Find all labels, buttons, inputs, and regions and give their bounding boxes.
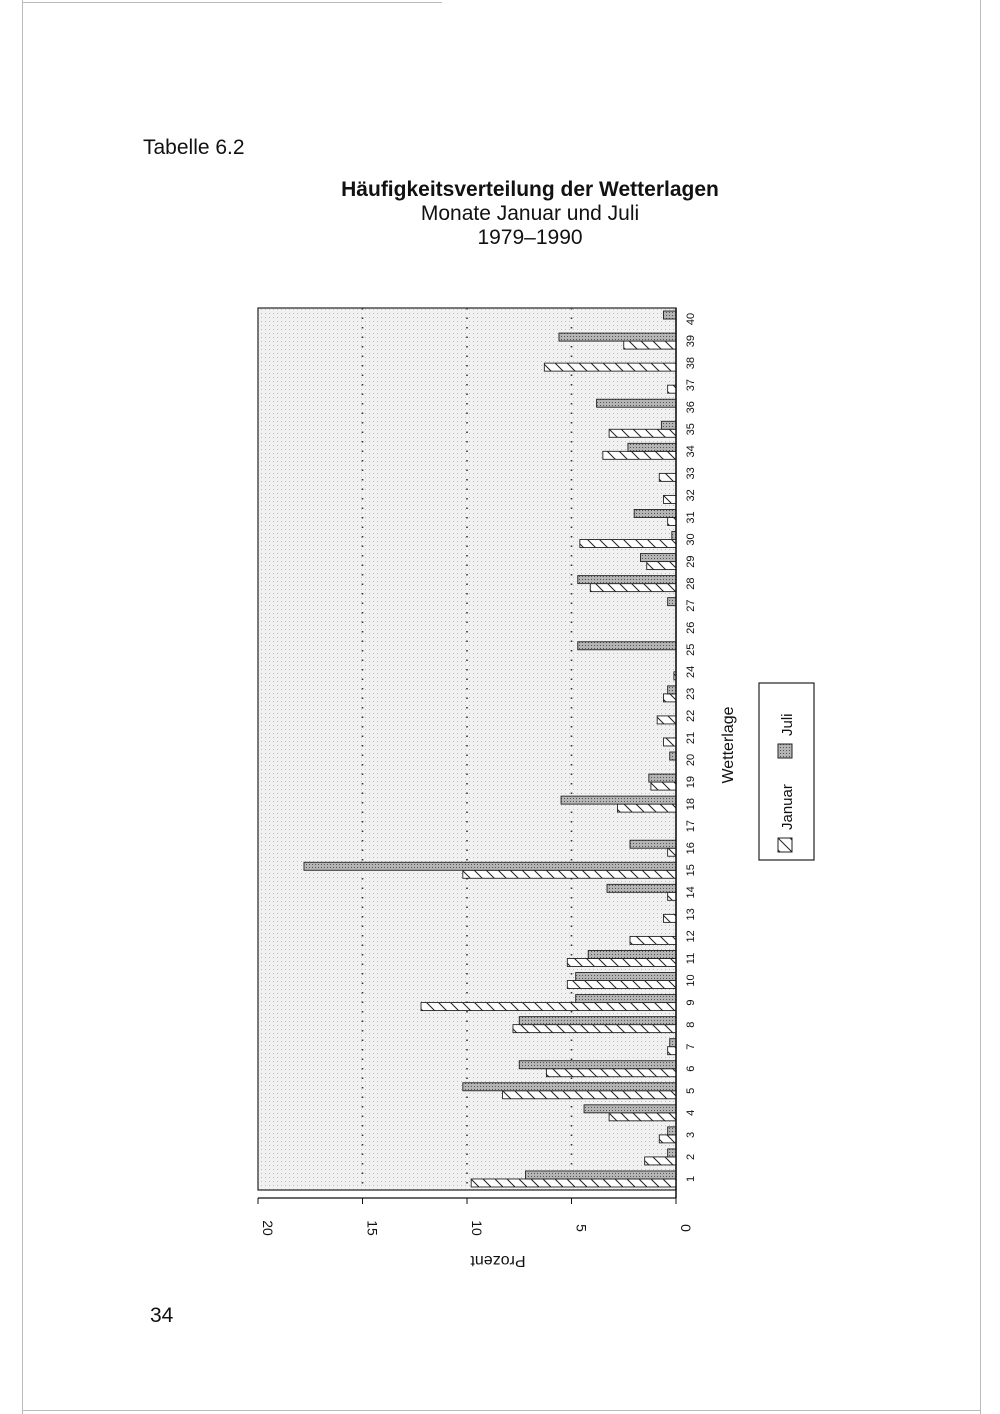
legend-swatch-juli	[778, 744, 792, 758]
bar-januar-9	[421, 1003, 676, 1011]
bar-juli-40	[663, 311, 676, 319]
legend-label-juli: Juli	[779, 713, 796, 736]
category-tick-label: 37	[685, 379, 697, 392]
category-tick-label: 25	[685, 643, 697, 656]
category-tick-label: 36	[685, 401, 697, 414]
category-tick-label: 28	[685, 577, 697, 590]
bar-januar-7	[668, 1047, 676, 1055]
bar-januar-16	[668, 848, 676, 856]
category-tick-label: 11	[685, 952, 697, 965]
category-tick-label: 5	[685, 1087, 697, 1094]
category-tick-label: 40	[685, 312, 697, 326]
bar-januar-18	[617, 804, 676, 812]
bar-januar-10	[567, 981, 676, 989]
legend-box	[759, 683, 814, 860]
bar-juli-11	[588, 950, 676, 958]
bar-juli-35	[661, 421, 676, 429]
bar-juli-20	[670, 752, 676, 760]
category-tick-label: 12	[685, 930, 697, 943]
bar-juli-1	[526, 1171, 676, 1179]
category-tick-label: 14	[685, 886, 697, 899]
bar-juli-29	[640, 554, 676, 562]
category-tick-label: 23	[685, 687, 697, 700]
category-tick-label: 15	[685, 864, 697, 877]
category-tick-label: 38	[685, 357, 697, 370]
bar-januar-15	[463, 870, 676, 878]
bar-juli-3	[668, 1127, 676, 1135]
bar-juli-16	[630, 840, 676, 848]
bar-januar-39	[624, 341, 676, 349]
category-tick-label: 21	[685, 731, 697, 745]
bar-juli-7	[670, 1039, 676, 1047]
bar-januar-19	[651, 782, 676, 790]
y-axis-label: Prozent	[470, 1252, 526, 1269]
bar-januar-23	[663, 694, 676, 702]
category-tick-label: 4	[685, 1109, 697, 1116]
category-tick-label: 34	[685, 445, 697, 458]
category-tick-label: 24	[685, 665, 697, 678]
category-tick-label: 10	[685, 974, 697, 987]
category-tick-label: 20	[685, 753, 697, 767]
bar-januar-34	[603, 451, 676, 459]
bar-juli-4	[584, 1105, 676, 1113]
category-tick-label: 18	[685, 798, 697, 811]
category-tick-label: 1	[685, 1175, 697, 1183]
bar-juli-15	[304, 862, 676, 870]
bar-juli-14	[607, 884, 676, 892]
category-tick-label: 32	[685, 489, 697, 502]
table-label: Tabelle 6.2	[143, 136, 245, 159]
category-tick-label: 33	[685, 467, 697, 480]
plot-area	[258, 308, 676, 1190]
bar-juli-5	[463, 1083, 676, 1091]
bar-januar-5	[503, 1091, 676, 1099]
bar-januar-31	[668, 517, 676, 525]
bar-juli-28	[578, 576, 676, 584]
bar-juli-2	[668, 1149, 676, 1157]
bar-januar-29	[647, 562, 676, 570]
value-tick-label: 15	[364, 1220, 381, 1236]
bar-juli-25	[578, 642, 676, 650]
chart-period: 1979–1990	[477, 226, 583, 249]
legend	[759, 683, 814, 860]
bar-januar-37	[668, 385, 676, 393]
category-tick-label: 39	[685, 334, 697, 348]
value-tick-label: 20	[260, 1220, 276, 1236]
category-tick-label: 35	[685, 423, 697, 436]
category-tick-label: 16	[685, 842, 697, 855]
legend-label-januar: Januar	[779, 784, 796, 830]
value-tick-label: 5	[573, 1224, 590, 1232]
category-tick-label: 30	[685, 533, 697, 546]
chart-title: Häufigkeitsverteilung der Wetterlagen	[341, 178, 719, 201]
value-tick-label: 0	[678, 1224, 694, 1232]
value-tick-label: 10	[469, 1220, 485, 1236]
category-tick-label: 31	[685, 511, 697, 524]
category-tick-label: 2	[685, 1153, 697, 1160]
category-tick-label: 6	[685, 1065, 697, 1072]
bar-januar-33	[659, 473, 676, 481]
bar-juli-31	[634, 509, 676, 517]
bar-januar-8	[513, 1025, 676, 1033]
category-tick-label: 29	[685, 555, 697, 568]
bar-juli-18	[561, 796, 676, 804]
bar-januar-3	[659, 1135, 676, 1143]
bar-juli-27	[668, 598, 676, 606]
bar-januar-32	[663, 495, 676, 503]
x-axis-label: Wetterlage	[720, 706, 737, 784]
bar-januar-11	[567, 958, 676, 966]
bar-januar-30	[580, 540, 676, 548]
bar-juli-39	[559, 333, 676, 341]
bar-juli-10	[576, 973, 676, 981]
category-tick-label: 19	[685, 775, 697, 789]
bar-januar-38	[544, 363, 676, 371]
bar-juli-6	[519, 1061, 676, 1069]
category-tick-label: 17	[685, 820, 697, 833]
category-tick-label: 9	[685, 999, 697, 1006]
bar-januar-21	[663, 738, 676, 746]
category-tick-label: 27	[685, 599, 697, 612]
bar-januar-28	[590, 584, 676, 592]
category-tick-label: 8	[685, 1021, 697, 1028]
category-tick-label: 26	[685, 621, 697, 634]
bar-januar-14	[668, 892, 676, 900]
bar-januar-6	[546, 1069, 676, 1077]
category-tick-label: 22	[685, 709, 697, 723]
chart-subtitle: Monate Januar und Juli	[420, 202, 640, 225]
bar-juli-34	[628, 443, 676, 451]
bar-januar-13	[663, 914, 676, 922]
bar-januar-4	[609, 1113, 676, 1121]
category-tick-label: 13	[685, 908, 697, 921]
bar-juli-9	[576, 995, 676, 1003]
category-tick-label: 3	[685, 1131, 697, 1138]
page-number: 34	[150, 1304, 174, 1327]
bar-januar-1	[471, 1179, 676, 1187]
bar-juli-36	[597, 399, 676, 407]
bar-januar-35	[609, 429, 676, 437]
category-tick-label: 7	[685, 1043, 697, 1050]
bar-juli-23	[668, 686, 676, 694]
legend-swatch-januar	[778, 838, 792, 852]
bar-januar-2	[645, 1157, 676, 1165]
bar-juli-8	[519, 1017, 676, 1025]
bar-januar-12	[630, 936, 676, 944]
bar-januar-22	[657, 716, 676, 724]
bar-juli-19	[649, 774, 676, 782]
